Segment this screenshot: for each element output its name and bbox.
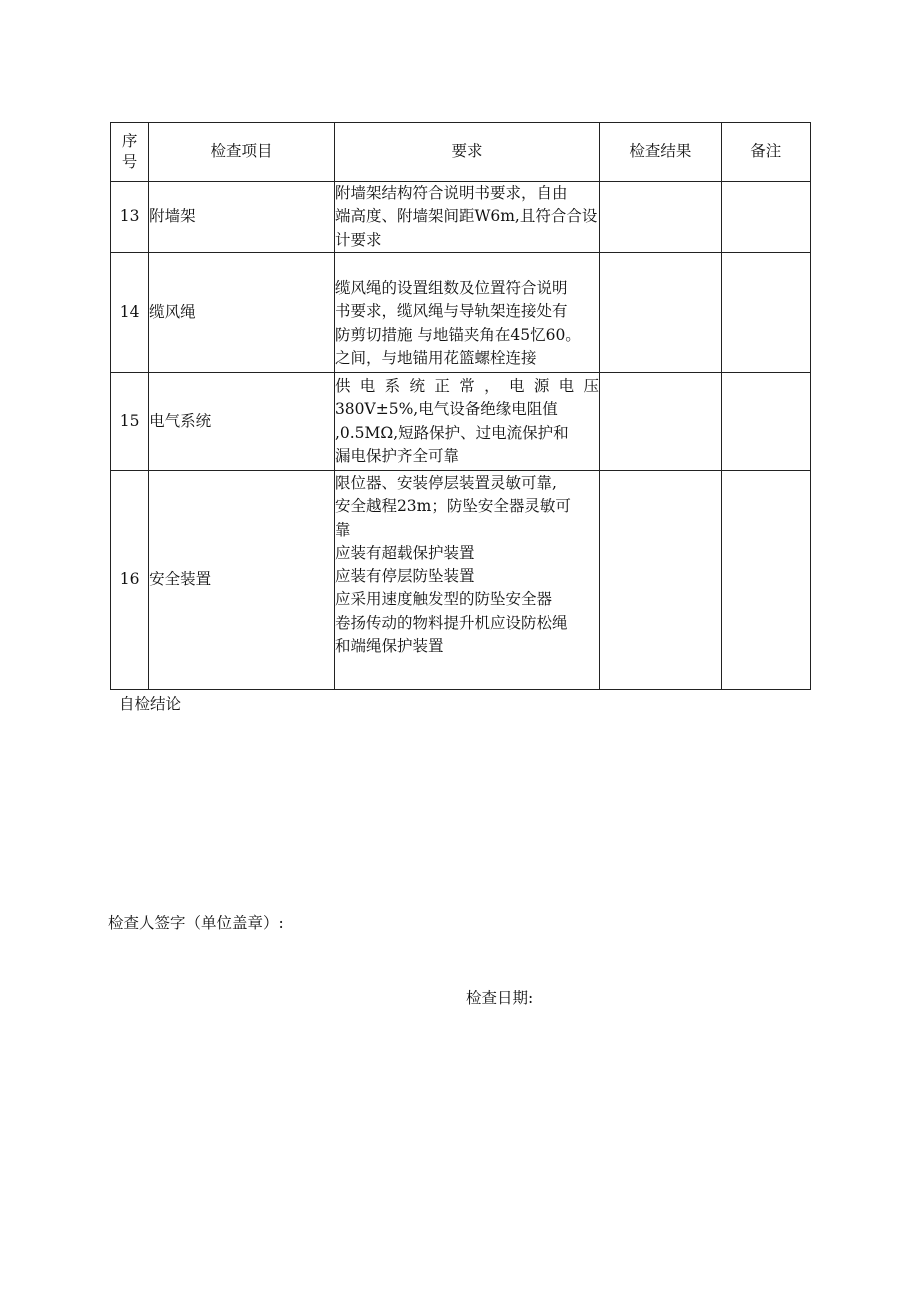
- row-requirement: [334, 253, 599, 373]
- header-no-line2: 号: [121, 153, 138, 171]
- requirement-line: 端高度、附墙架间距W6m,且符合合设: [334, 207, 598, 226]
- row-note-cell[interactable]: [721, 373, 810, 471]
- row-note-cell[interactable]: [721, 471, 810, 690]
- requirement-line: 计要求: [334, 230, 382, 249]
- row-requirement: [334, 471, 599, 690]
- requirement-line: 靠: [334, 520, 351, 539]
- row-item: 缆风绳: [149, 253, 335, 373]
- row-requirement: [334, 182, 599, 253]
- conclusion-label: 自检结论: [119, 695, 182, 713]
- header-item: 检查项目: [149, 123, 335, 182]
- requirement-line: ,0.5MΩ,短路保护、过电流保护和: [334, 423, 569, 442]
- requirement-line: 卷扬传动的物料提升机应设防松绳: [334, 613, 568, 632]
- header-no-line1: 序: [121, 132, 138, 150]
- requirement-line: 防剪切措施 与地锚夹角在45忆60。: [334, 325, 581, 344]
- requirement-line: 漏电保护齐全可靠: [334, 446, 459, 465]
- inspector-signature-label: 检查人签字（单位盖章）:: [108, 914, 284, 932]
- requirement-line: 附墙架结构符合说明书要求，自由: [334, 184, 568, 203]
- row-no: 16: [111, 471, 149, 690]
- table-row: [111, 471, 811, 690]
- row-note-cell[interactable]: [721, 253, 810, 373]
- inspection-sheet: [110, 122, 811, 690]
- requirement-line: 380V±5%,电气设备绝缘电阻值: [334, 400, 558, 419]
- row-note-cell[interactable]: [721, 182, 810, 253]
- requirement-line: 应采用速度触发型的防坠安全器: [334, 590, 552, 609]
- row-no: 13: [111, 182, 149, 253]
- row-requirement: [334, 373, 599, 471]
- requirement-text: [335, 255, 599, 370]
- row-result-cell[interactable]: [600, 471, 722, 690]
- inspection-date-label: 检查日期:: [466, 989, 534, 1007]
- requirement-line: 之间，与地锚用花篮螺栓连接: [334, 348, 537, 367]
- requirement-line: 缆风绳的设置组数及位置符合说明: [334, 278, 568, 297]
- row-no: 15: [111, 373, 149, 471]
- table-row: [111, 182, 811, 253]
- requirement-text: [335, 375, 599, 468]
- row-item: 电气系统: [149, 373, 335, 471]
- requirement-line: 应装有停层防坠装置: [334, 567, 475, 586]
- requirement-line: 供电系统正常，电源电压: [334, 376, 600, 395]
- header-no: [111, 123, 149, 182]
- row-result-cell[interactable]: [600, 182, 722, 253]
- requirement-text: [335, 182, 599, 252]
- requirement-line: 书要求，缆风绳与导轨架连接处有: [334, 302, 568, 321]
- inspection-table: [110, 122, 811, 690]
- requirement-line: 限位器、安装停层装置灵敏可靠,: [334, 474, 557, 492]
- requirement-line: 安全越程23m；防坠安全器灵敏可: [334, 497, 571, 516]
- row-no: 14: [111, 253, 149, 373]
- header-requirement: 要求: [334, 123, 599, 182]
- header-note: 备注: [721, 123, 810, 182]
- header-row: [111, 123, 811, 182]
- requirement-line: 和端绳保护装置: [334, 637, 444, 656]
- requirement-line: 应装有超载保护装置: [334, 543, 475, 562]
- row-item: 附墙架: [149, 182, 335, 253]
- header-result: 检查结果: [600, 123, 722, 182]
- table-row: [111, 373, 811, 471]
- requirement-text: [335, 472, 599, 658]
- table-row: [111, 253, 811, 373]
- row-result-cell[interactable]: [600, 373, 722, 471]
- row-result-cell[interactable]: [600, 253, 722, 373]
- row-item: 安全装置: [149, 471, 335, 690]
